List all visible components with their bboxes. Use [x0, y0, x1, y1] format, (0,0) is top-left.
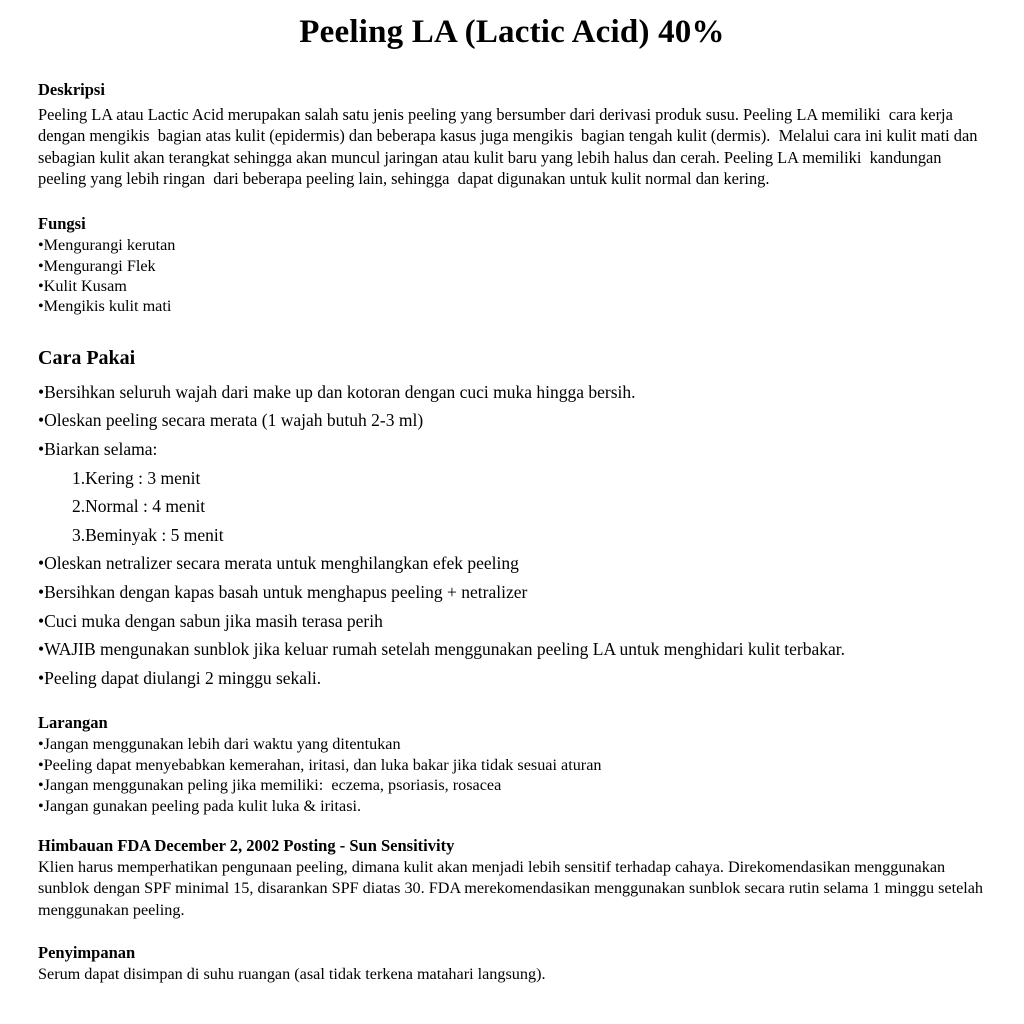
- larangan-list: [38, 734, 986, 816]
- list-item: •Mengurangi kerutan: [38, 236, 176, 255]
- cara-pakai-list: [38, 378, 986, 693]
- list-item: •Jangan menggunakan lebih dari waktu yang ditentukan: [38, 735, 401, 754]
- page-title: Peeling LA (Lactic Acid) 40%: [299, 14, 725, 50]
- list-item: •Mengikis kulit mati: [38, 297, 172, 316]
- section-fungsi: [38, 213, 986, 317]
- section-larangan: [38, 712, 986, 816]
- section-deskripsi: [38, 79, 986, 189]
- section-heading-penyimpanan: Penyimpanan: [38, 942, 136, 962]
- list-item: 1.Kering : 3 menit: [72, 467, 201, 488]
- list-item: •Bersihkan dengan kapas basah untuk menghapus peeling + netralizer: [38, 581, 528, 602]
- list-item: •WAJIB mengunakan sunblok jika keluar rumah setelah menggunakan peeling LA untuk menghidari kulit terbakar.: [38, 639, 846, 660]
- list-item: •Jangan menggunakan peling jika memiliki: eczema, psoriasis, rosacea: [38, 776, 502, 795]
- list-item: •Peeling dapat diulangi 2 minggu sekali.: [38, 667, 322, 688]
- himbauan-paragraph: Klien harus memperhatikan pengunaan peeling, dimana kulit akan menjadi lebih sensitif terhadap cahaya. Direkomendasikan menggunakan sunblok dengan SPF minimal 15, disarankan SPF diatas 30. FDA merekomendasikan menggunakan sunblok secara rutin selama 1 minggu setelah menggunakan peeling.: [38, 857, 988, 919]
- list-item: •Jangan gunakan peeling pada kulit luka & iritasi.: [38, 796, 362, 815]
- penyimpanan-paragraph: Serum dapat disimpan di suhu ruangan (asal tidak terkena matahari langsung).: [38, 964, 546, 983]
- deskripsi-paragraph: Peeling LA atau Lactic Acid merupakan salah satu jenis peeling yang bersumber dari derivasi produk susu. Peeling LA memiliki cara kerja dengan mengikis bagian atas kulit (epidermis) dan beberapa kasus juga mengikis bagian tengah kulit (dermis). Melalui cara ini kulit mati dan sebagian kulit akan terangkat sehingga akan muncul jaringan atau kulit baru yang lebih halus dan cerah. Peeling LA memiliki kandungan peeling yang lebih ringan dari beberapa peeling lain, sehingga dapat digunakan untuk kulit normal dan kering.: [38, 105, 982, 188]
- list-item: •Peeling dapat menyebabkan kemerahan, iritasi, dan luka bakar jika tidak sesuai aturan: [38, 755, 602, 774]
- list-item: •Cuci muka dengan sabun jika masih terasa perih: [38, 610, 383, 631]
- section-penyimpanan: [38, 942, 986, 985]
- list-item: •Mengurangi Flek: [38, 256, 156, 275]
- list-item: •Bersihkan seluruh wajah dari make up dan kotoran dengan cuci muka hingga bersih.: [38, 381, 636, 402]
- section-heading-cara-pakai: Cara Pakai: [38, 346, 136, 369]
- list-item: •Oleskan netralizer secara merata untuk menghilangkan efek peeling: [38, 553, 519, 574]
- document-body: [0, 79, 1024, 985]
- section-cara-pakai: [38, 345, 986, 693]
- section-heading-deskripsi: Deskripsi: [38, 80, 105, 99]
- list-item: •Kulit Kusam: [38, 277, 127, 295]
- section-heading-larangan: Larangan: [38, 713, 108, 733]
- list-item: 2.Normal : 4 menit: [72, 496, 206, 517]
- section-heading-himbauan-fda: Himbauan FDA December 2, 2002 Posting - Sun Sensitivity: [38, 835, 455, 855]
- list-item: •Oleskan peeling secara merata (1 wajah butuh 2-3 ml): [38, 410, 424, 431]
- list-item: 3.Beminyak : 5 menit: [72, 524, 224, 545]
- list-item: •Biarkan selama:: [38, 439, 158, 459]
- section-heading-fungsi: Fungsi: [38, 214, 86, 234]
- fungsi-list: [38, 235, 986, 317]
- section-himbauan-fda: [38, 835, 986, 921]
